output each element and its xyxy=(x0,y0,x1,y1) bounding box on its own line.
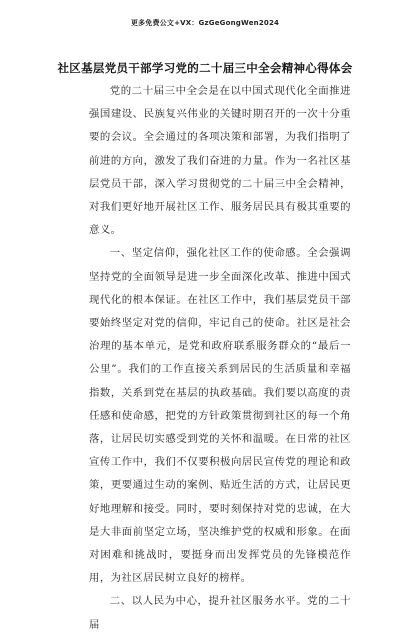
paragraph-intro: 党的二十届三中全会是在以中国式现代化全面推进强国建设、民族复兴伟业的关键时期召开的一次十分重要的会议。全会通过的各项决策和部署，为我们指明了前进的方向，激发了我们奋进的力量。作为一名社区基层党员干部，深入学习贯彻党的二十届三中全会精神，对我们更好地开展社区工作、服务居民具有极其重要的意义。 xyxy=(89,85,351,237)
paragraph-section-1: 一、坚定信仰，强化社区工作的使命感。全会强调坚持党的全面领导是进一步全面深化改革、推进中国式现代化的根本保证。在社区工作中，我们基层党员干部要始终坚定对党的信仰，牢记自己的使命。社区是社会治理的基本单元，是党和政府联系服务群众的“最后一公里”。我们的工作直接关系到居民的生活质量和幸福指数，关系到党在基层的执政基础。我们要以高度的责任感和使命感，把党的方针政策贯彻到社区的每一个角落，让居民切实感受到党的关怀和温暖。在日常的社区宣传工作中，我们不仅要积极向居民宣传党的理论和政策，更要通过生动的案例、贴近生活的方式，让居民更好地理解和接受。同时，要时刻保持对党的忠诚，在大是大非面前坚定立场，坚决维护党的权威和形象。在面对困难和挑战时，要挺身而出发挥党员的先锋模范作用，为社区居民树立良好的榜样。 xyxy=(89,247,351,585)
document-title: 社区基层党员干部学习党的二十届三中全会精神心得体会 xyxy=(57,61,353,75)
header-note: 更多免费公文+VX：GzGeGongWen2024 xyxy=(130,19,280,27)
document-body xyxy=(89,80,351,637)
paragraph-section-2: 二、以人民为中心，提升社区服务水平。党的二十届 xyxy=(89,595,351,631)
